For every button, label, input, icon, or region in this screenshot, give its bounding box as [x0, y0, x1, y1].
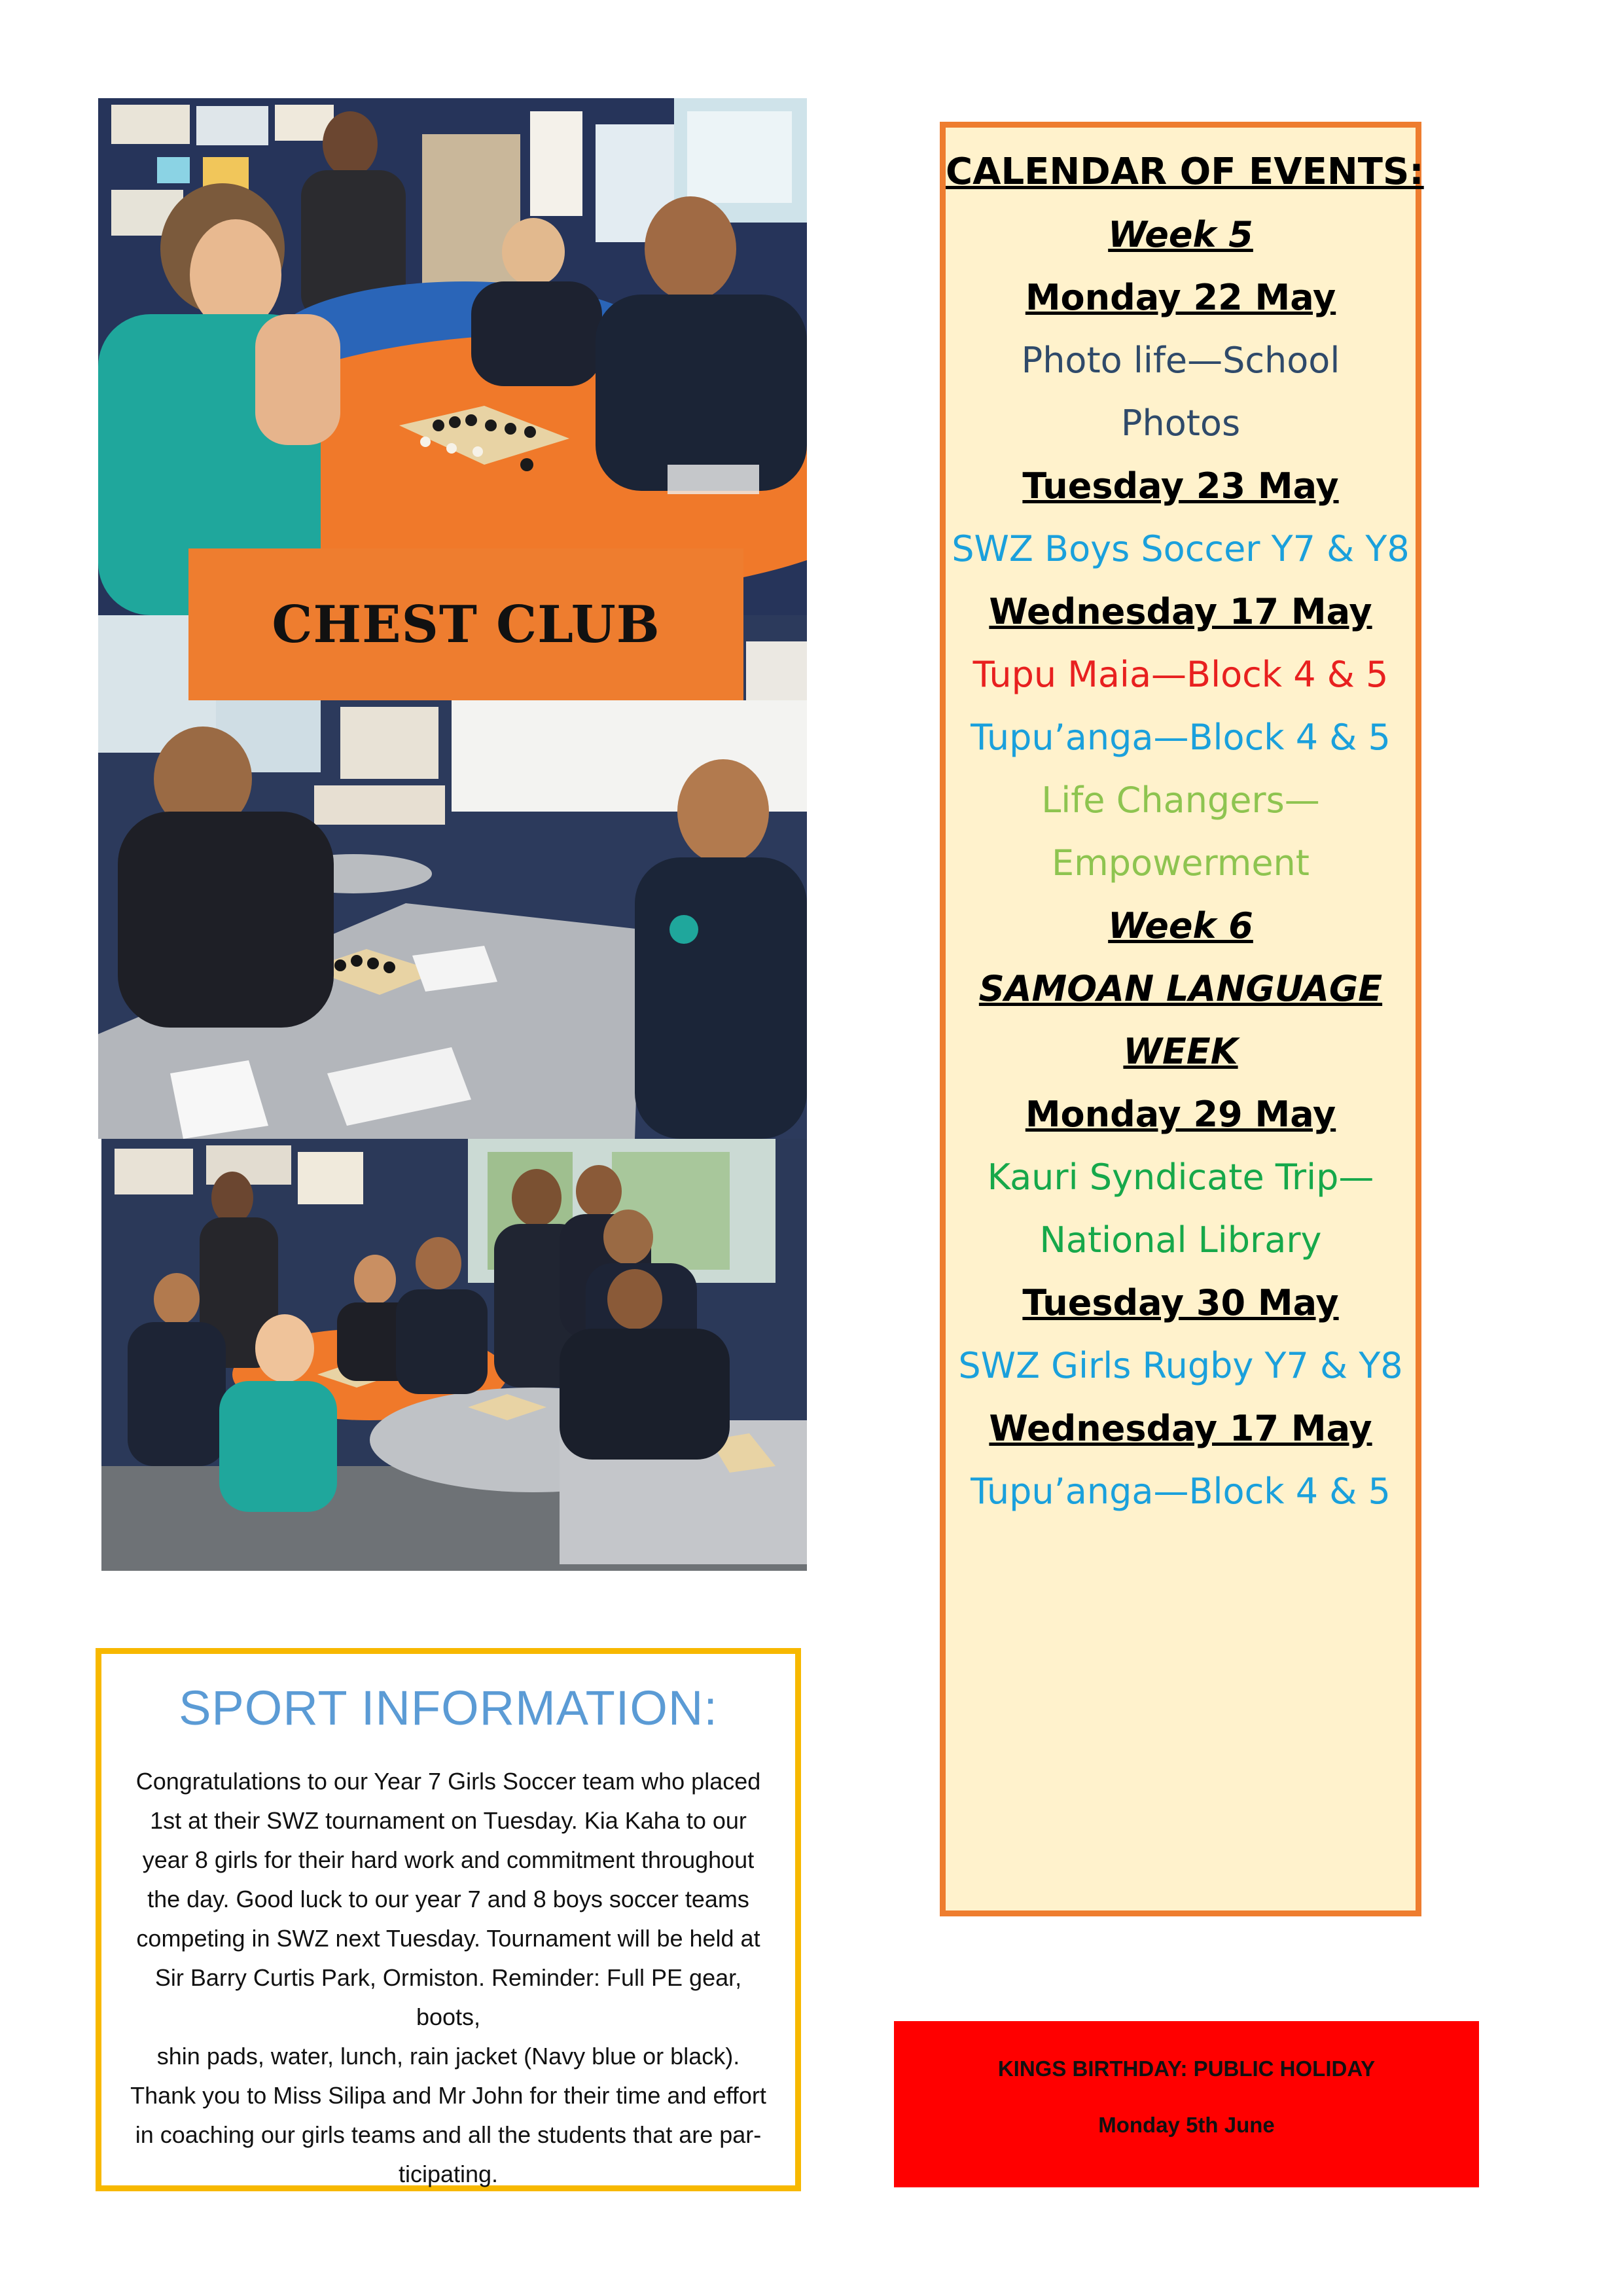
event-kauri-trip-line1: Kauri Syndicate Trip—: [987, 1157, 1374, 1198]
sport-information-box: [96, 1648, 801, 2191]
chest-club-banner: [188, 548, 743, 700]
chess-photo-bottom-image: [101, 1139, 807, 1571]
samoan-language-week-line2: WEEK: [1123, 1031, 1238, 1072]
event-life-changers-line1: Life Changers—: [1041, 780, 1320, 821]
date-tuesday-23-may: Tuesday 23 May: [1022, 465, 1339, 507]
sport-line: the day. Good luck to our year 7 and 8 boys soccer teams: [147, 1886, 749, 1912]
calendar-of-events: [940, 122, 1424, 1916]
chess-photo-top: [98, 98, 807, 615]
event-tupuanga-2: Tupu’anga—Block 4 & 5: [971, 1471, 1391, 1512]
sport-line: competing in SWZ next Tuesday. Tournament will be held at: [136, 1925, 760, 1952]
event-kauri-trip-line2: National Library: [1039, 1219, 1322, 1261]
sport-line: in coaching our girls teams and all the students that are par-: [135, 2121, 762, 2148]
sport-line: Congratulations to our Year 7 Girls Soccer team who placed: [135, 1768, 761, 1795]
sport-line: Sir Barry Curtis Park, Ormiston. Reminder: Full PE gear, boots,: [154, 1964, 742, 2030]
event-kauri-trip: [946, 1146, 1416, 1272]
date-tuesday-30-may: Tuesday 30 May: [1022, 1282, 1339, 1323]
event-photo-life: Photo life—School: [1021, 340, 1340, 381]
chess-photo-bottom: [101, 1139, 807, 1571]
kings-birthday-notice: [894, 2021, 1479, 2187]
sport-line: Thank you to Miss Silipa and Mr John for their time and effort: [130, 2082, 766, 2109]
sport-information-body: [121, 1762, 776, 2194]
sport-information-title: SPORT INFORMATION:: [179, 1681, 718, 1735]
samoan-language-week: [946, 958, 1416, 1083]
date-wednesday-17-may-2: Wednesday 17 May: [989, 1408, 1372, 1449]
event-life-changers-line2: Empowerment: [1052, 842, 1310, 884]
chess-photo-top-image: [98, 98, 807, 615]
week-5-heading: Week 5: [1108, 214, 1253, 255]
week-6-heading: Week 6: [1108, 905, 1253, 946]
date-wednesday-17-may: Wednesday 17 May: [989, 591, 1372, 632]
date-monday-29-may: Monday 29 May: [1025, 1094, 1336, 1135]
sport-line: ticipating.: [398, 2161, 499, 2187]
event-boys-soccer: SWZ Boys Soccer Y7 & Y8: [952, 528, 1410, 569]
sport-line: year 8 girls for their hard work and commitment throughout: [142, 1846, 755, 1873]
event-girls-rugby: SWZ Girls Rugby Y7 & Y8: [958, 1345, 1403, 1386]
date-monday-22-may: Monday 22 May: [1025, 277, 1336, 318]
event-photo-life-cont: Photos: [1120, 403, 1241, 444]
sport-line: 1st at their SWZ tournament on Tuesday. Kia Kaha to our: [150, 1807, 747, 1834]
sport-line: shin pads, water, lunch, rain jacket (Navy blue or black).: [156, 2043, 740, 2070]
samoan-language-week-line1: SAMOAN LANGUAGE: [978, 968, 1383, 1009]
event-life-changers: [946, 769, 1416, 895]
calendar-title: CALENDAR OF EVENTS:: [946, 151, 1424, 193]
holiday-date: Monday 5th June: [1098, 2113, 1275, 2137]
holiday-title: KINGS BIRTHDAY: PUBLIC HOLIDAY: [997, 2056, 1376, 2081]
chest-club-title: CHEST CLUB: [272, 594, 660, 655]
event-tupuanga: Tupu’anga—Block 4 & 5: [971, 717, 1391, 758]
event-tupu-maia: Tupu Maia—Block 4 & 5: [972, 654, 1389, 695]
